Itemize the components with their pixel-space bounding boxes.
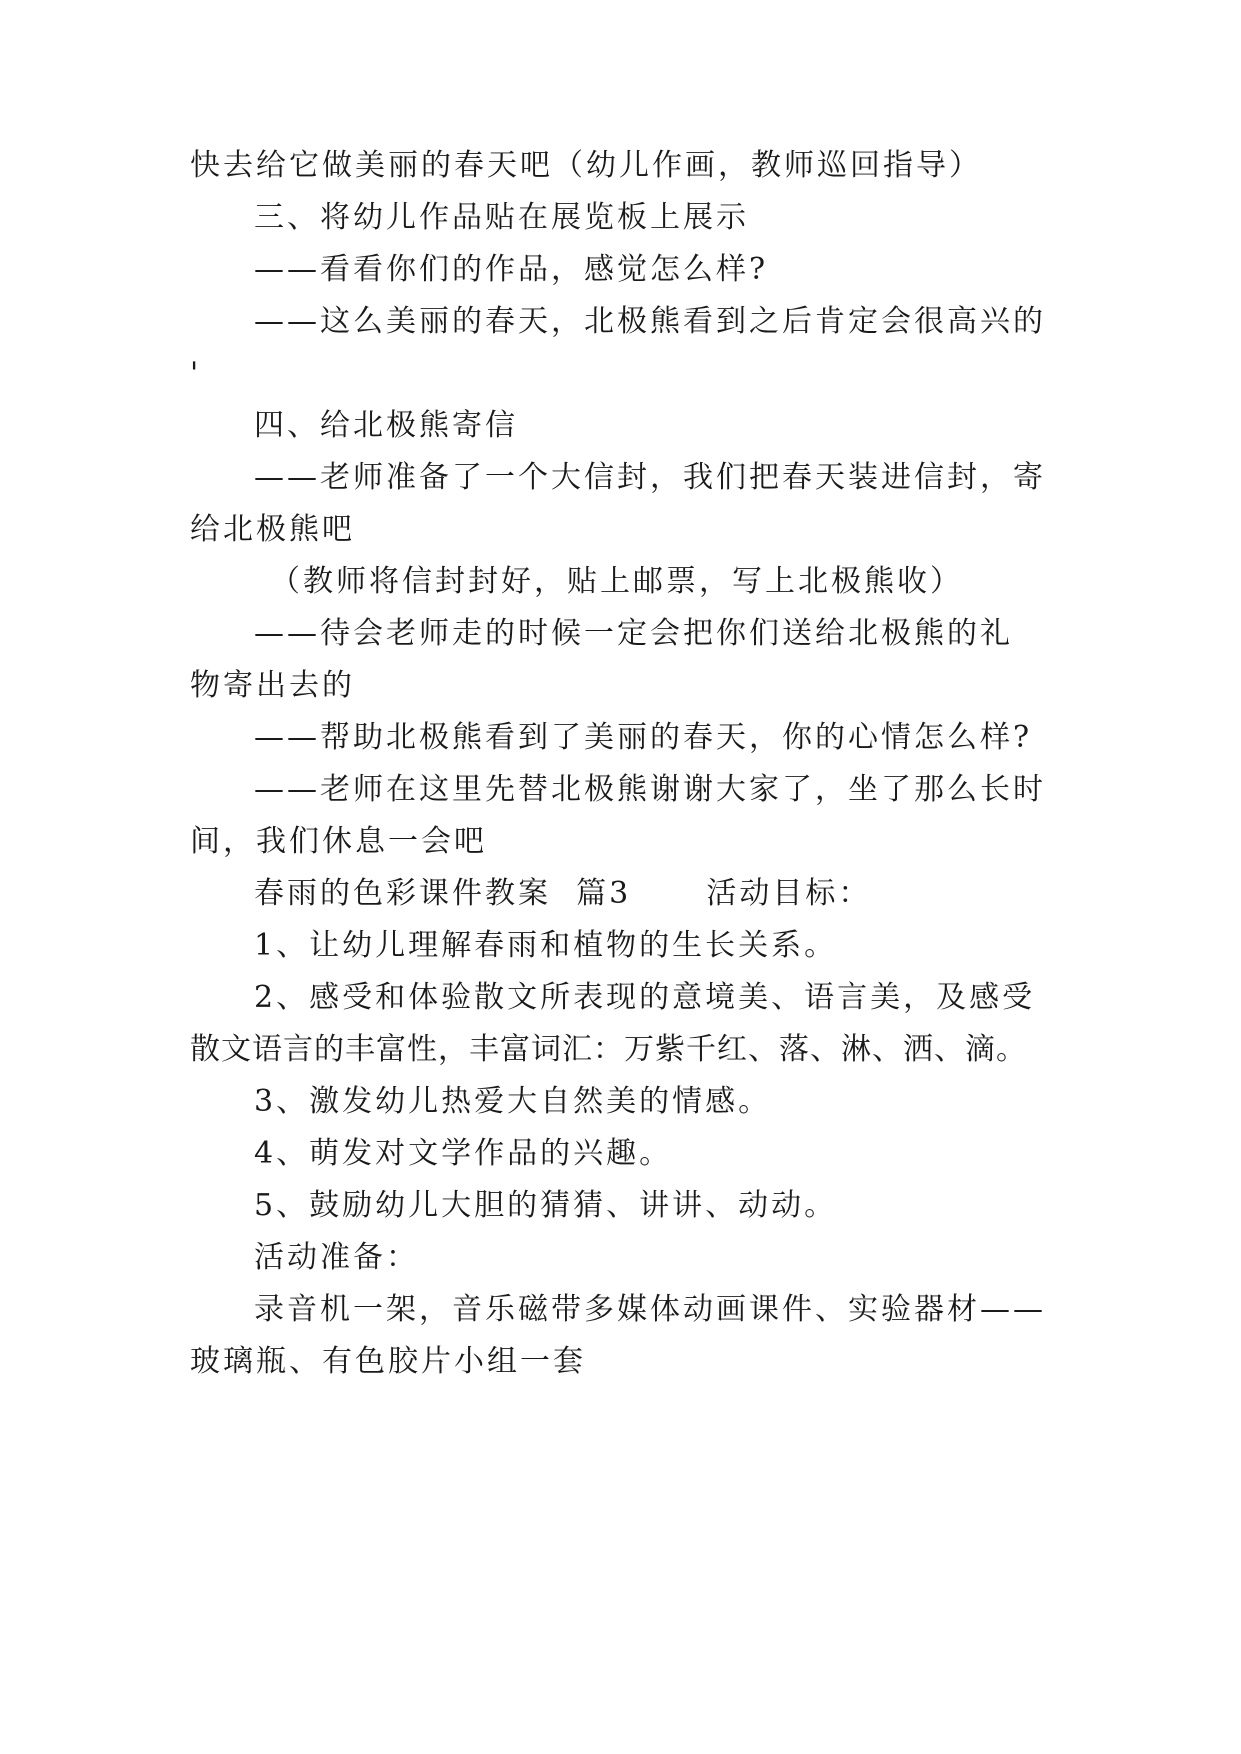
text-line: ——帮助北极熊看到了美丽的春天，你的心情怎么样?	[254, 720, 1033, 755]
text-line: ——待会老师走的时候一定会把你们送给北极熊的礼	[254, 616, 1013, 651]
text-line: （教师将信封封好，贴上邮票，写上北极熊收）	[270, 564, 963, 599]
text-line: 快去给它做美丽的春天吧（幼儿作画，教师巡回指导）	[190, 148, 982, 183]
text-line: 间，我们休息一会吧	[190, 824, 487, 859]
text-line: ——老师准备了一个大信封，我们把春天装进信封，寄	[254, 460, 1046, 495]
list-item: 5、鼓励幼儿大胆的猜猜、讲讲、动动。	[254, 1188, 838, 1223]
text-line: 散文语言的丰富性，丰富词汇：万紫千红、落、淋、洒、滴。	[190, 1032, 1027, 1067]
list-item: 3、激发幼儿热爱大自然美的情感。	[254, 1084, 772, 1119]
text-line: 给北极熊吧	[190, 512, 355, 547]
text-line: '	[190, 356, 202, 391]
list-item: 1、让幼儿理解春雨和植物的生长关系。	[254, 928, 838, 963]
text-line: 录音机一架，音乐磁带多媒体动画课件、实验器材——	[254, 1292, 1046, 1327]
list-item: 2、感受和体验散文所表现的意境美、语言美，及感受	[254, 980, 1036, 1015]
text-line: ——老师在这里先替北极熊谢谢大家了，坐了那么长时	[254, 772, 1046, 807]
section-heading: 三、将幼儿作品贴在展览板上展示	[254, 200, 749, 235]
section-title: 春雨的色彩课件教案 篇3 活动目标：	[254, 876, 872, 911]
text-line: 物寄出去的	[190, 668, 355, 703]
section-heading: 四、给北极熊寄信	[254, 408, 518, 443]
text-line: ——这么美丽的春天，北极熊看到之后肯定会很高兴的	[254, 304, 1046, 339]
list-item: 4、萌发对文学作品的兴趣。	[254, 1136, 673, 1171]
section-heading: 活动准备：	[254, 1240, 419, 1275]
text-line: ——看看你们的作品，感觉怎么样?	[254, 252, 769, 287]
text-line: 玻璃瓶、有色胶片小组一套	[190, 1344, 586, 1379]
